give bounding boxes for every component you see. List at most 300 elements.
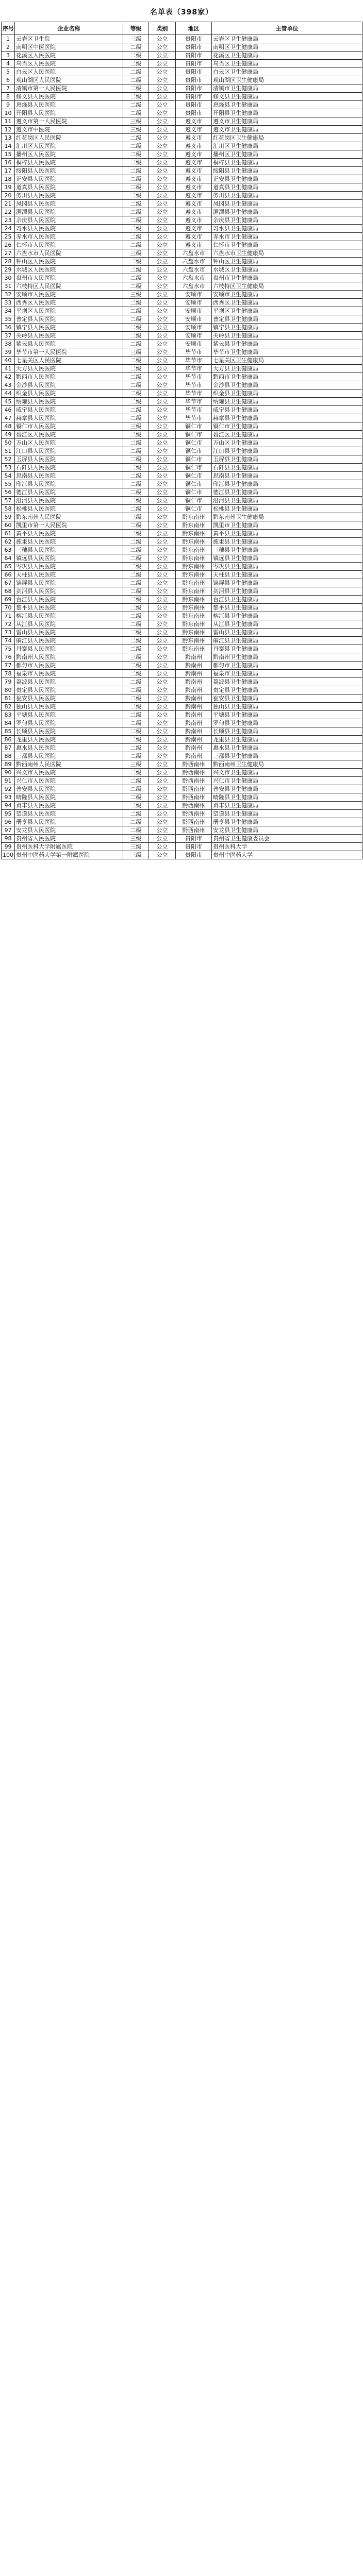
cell-level: 二级 [123, 373, 149, 381]
table-row [2, 711, 362, 719]
cell-org: 水城区卫生健康局 [212, 266, 362, 274]
cell-kind: 公立 [149, 340, 176, 348]
table-row [2, 810, 362, 818]
cell-name: 钟山区人民医院 [15, 258, 123, 266]
table-row [2, 513, 362, 521]
cell-level: 三级 [123, 117, 149, 126]
table-row [2, 307, 362, 315]
cell-name: 修文县人民医院 [15, 93, 123, 101]
cell-no: 36 [2, 324, 15, 332]
cell-level: 二级 [123, 596, 149, 604]
cell-area: 黔南州 [176, 719, 212, 727]
cell-name: 仁怀市人民医院 [15, 241, 123, 249]
table-row [2, 167, 362, 175]
header-kind: 类别 [149, 22, 176, 35]
cell-level: 二级 [123, 159, 149, 167]
cell-area: 六盘水市 [176, 274, 212, 282]
cell-area: 黔西南州 [176, 793, 212, 802]
cell-name: 织金县人民医院 [15, 389, 123, 398]
cell-kind: 公立 [149, 183, 176, 192]
cell-area: 铜仁市 [176, 464, 212, 472]
table-row [2, 249, 362, 258]
table-row [2, 348, 362, 357]
cell-level: 三级 [123, 851, 149, 859]
cell-org: 赤水市卫生健康局 [212, 233, 362, 241]
cell-org: 镇远县卫生健康局 [212, 554, 362, 563]
cell-area: 遵义市 [176, 126, 212, 134]
cell-kind: 公立 [149, 612, 176, 620]
cell-name: 六枝特区人民医院 [15, 282, 123, 291]
table-row [2, 488, 362, 497]
cell-no: 15 [2, 150, 15, 159]
table-row [2, 68, 362, 76]
cell-area: 黔东南州 [176, 612, 212, 620]
cell-kind: 公立 [149, 472, 176, 480]
table-row [2, 604, 362, 612]
cell-level: 三级 [123, 35, 149, 43]
cell-no: 13 [2, 134, 15, 142]
table-row [2, 719, 362, 727]
table-row [2, 422, 362, 431]
cell-level: 二级 [123, 629, 149, 637]
cell-no: 100 [2, 851, 15, 859]
cell-name: 望谟县人民医院 [15, 810, 123, 818]
cell-area: 贵阳市 [176, 84, 212, 93]
cell-area: 黔东南州 [176, 604, 212, 612]
table-row [2, 612, 362, 620]
cell-no: 74 [2, 637, 15, 645]
cell-no: 40 [2, 357, 15, 365]
cell-no: 96 [2, 818, 15, 826]
cell-level: 二级 [123, 694, 149, 703]
cell-level: 二级 [123, 431, 149, 439]
cell-org: 独山县卫生健康局 [212, 703, 362, 711]
cell-org: 锦屏县卫生健康局 [212, 579, 362, 587]
cell-area: 黔东南州 [176, 637, 212, 645]
table-row [2, 225, 362, 233]
cell-name: 平坝区人民医院 [15, 307, 123, 315]
cell-org: 台江县卫生健康局 [212, 596, 362, 604]
table-row [2, 802, 362, 810]
cell-name: 镇宁县人民医院 [15, 324, 123, 332]
cell-level: 二级 [123, 109, 149, 117]
cell-name: 施秉县人民医院 [15, 538, 123, 546]
cell-org: 纳雍县卫生健康局 [212, 398, 362, 406]
table-row [2, 282, 362, 291]
cell-no: 69 [2, 596, 15, 604]
cell-no: 32 [2, 291, 15, 299]
cell-kind: 公立 [149, 530, 176, 538]
cell-name: 黔南州人民医院 [15, 653, 123, 662]
cell-no: 20 [2, 192, 15, 200]
cell-area: 铜仁市 [176, 480, 212, 488]
cell-kind: 公立 [149, 126, 176, 134]
cell-level: 二级 [123, 637, 149, 645]
cell-name: 务川县人民医院 [15, 192, 123, 200]
cell-org: 赫章县卫生健康局 [212, 414, 362, 422]
cell-area: 安顺市 [176, 299, 212, 307]
cell-no: 65 [2, 563, 15, 571]
cell-kind: 公立 [149, 604, 176, 612]
cell-level: 二级 [123, 365, 149, 373]
cell-level: 二级 [123, 332, 149, 340]
cell-area: 黔东南州 [176, 538, 212, 546]
cell-no: 54 [2, 472, 15, 480]
cell-area: 贵阳市 [176, 52, 212, 60]
cell-no: 16 [2, 159, 15, 167]
cell-area: 六盘水市 [176, 266, 212, 274]
cell-kind: 公立 [149, 645, 176, 653]
cell-kind: 公立 [149, 694, 176, 703]
table-row [2, 43, 362, 52]
cell-name: 黔东南州人民医院 [15, 513, 123, 521]
table-row [2, 431, 362, 439]
cell-kind: 公立 [149, 447, 176, 455]
cell-level: 三级 [123, 126, 149, 134]
cell-no: 29 [2, 266, 15, 274]
cell-area: 安顺市 [176, 315, 212, 324]
cell-no: 46 [2, 406, 15, 414]
cell-level: 二级 [123, 571, 149, 579]
cell-area: 遵义市 [176, 233, 212, 241]
cell-org: 思南县卫生健康局 [212, 472, 362, 480]
cell-no: 18 [2, 175, 15, 183]
cell-level: 二级 [123, 802, 149, 810]
cell-area: 铜仁市 [176, 439, 212, 447]
cell-kind: 公立 [149, 142, 176, 150]
cell-area: 安顺市 [176, 291, 212, 299]
cell-no: 75 [2, 645, 15, 653]
cell-no: 90 [2, 769, 15, 777]
cell-no: 5 [2, 68, 15, 76]
cell-no: 2 [2, 43, 15, 52]
cell-area: 黔南州 [176, 686, 212, 694]
cell-org: 仁怀市卫生健康局 [212, 241, 362, 249]
cell-kind: 公立 [149, 793, 176, 802]
table-row [2, 324, 362, 332]
cell-no: 58 [2, 505, 15, 513]
cell-area: 安顺市 [176, 307, 212, 315]
cell-level: 二级 [123, 538, 149, 546]
cell-area: 黔东南州 [176, 530, 212, 538]
cell-level: 二级 [123, 52, 149, 60]
cell-kind: 公立 [149, 727, 176, 736]
cell-area: 黔东南州 [176, 629, 212, 637]
cell-level: 二级 [123, 711, 149, 719]
cell-kind: 公立 [149, 93, 176, 101]
cell-area: 遵义市 [176, 241, 212, 249]
cell-kind: 公立 [149, 752, 176, 760]
header-org: 主管单位 [212, 22, 362, 35]
cell-name: 南明区中医医院 [15, 43, 123, 52]
cell-kind: 公立 [149, 109, 176, 117]
cell-kind: 公立 [149, 274, 176, 282]
table-row [2, 777, 362, 785]
cell-level: 二级 [123, 579, 149, 587]
cell-area: 黔东南州 [176, 645, 212, 653]
cell-level: 二级 [123, 447, 149, 455]
cell-name: 贵定县人民医院 [15, 686, 123, 694]
cell-kind: 公立 [149, 208, 176, 216]
cell-org: 玉屏县卫生健康局 [212, 455, 362, 464]
cell-name: 黄平县人民医院 [15, 530, 123, 538]
cell-no: 8 [2, 93, 15, 101]
header-area: 地区 [176, 22, 212, 35]
table-row [2, 389, 362, 398]
header-no: 序号 [2, 22, 15, 35]
cell-level: 二级 [123, 563, 149, 571]
cell-area: 黔东南州 [176, 579, 212, 587]
table-row [2, 694, 362, 703]
cell-kind: 公立 [149, 414, 176, 422]
cell-no: 25 [2, 233, 15, 241]
cell-org: 修文县卫生健康局 [212, 93, 362, 101]
table-row [2, 365, 362, 373]
cell-name: 七星关区人民医院 [15, 357, 123, 365]
cell-name: 六盘水市人民医院 [15, 249, 123, 258]
cell-no: 49 [2, 431, 15, 439]
table-row [2, 769, 362, 777]
cell-no: 71 [2, 612, 15, 620]
cell-org: 从江县卫生健康局 [212, 620, 362, 629]
cell-no: 88 [2, 752, 15, 760]
table-row [2, 93, 362, 101]
cell-level: 三级 [123, 422, 149, 431]
table-row [2, 546, 362, 554]
cell-kind: 公立 [149, 488, 176, 497]
cell-name: 关岭县人民医院 [15, 332, 123, 340]
cell-area: 遵义市 [176, 159, 212, 167]
cell-level: 二级 [123, 455, 149, 464]
cell-kind: 公立 [149, 348, 176, 357]
cell-area: 黔西南州 [176, 777, 212, 785]
cell-level: 二级 [123, 414, 149, 422]
cell-area: 毕节市 [176, 398, 212, 406]
table-row [2, 835, 362, 843]
table-row [2, 373, 362, 381]
table-row [2, 315, 362, 324]
cell-area: 贵阳市 [176, 43, 212, 52]
table-row [2, 142, 362, 150]
cell-name: 紫云县人民医院 [15, 340, 123, 348]
cell-name: 贞丰县人民医院 [15, 802, 123, 810]
cell-level: 二级 [123, 101, 149, 109]
cell-no: 44 [2, 389, 15, 398]
cell-kind: 公立 [149, 678, 176, 686]
cell-kind: 公立 [149, 744, 176, 752]
cell-name: 纳雍县人民医院 [15, 398, 123, 406]
cell-area: 黔东南州 [176, 596, 212, 604]
cell-level: 二级 [123, 530, 149, 538]
cell-area: 遵义市 [176, 150, 212, 159]
cell-kind: 公立 [149, 357, 176, 365]
cell-name: 赤水市人民医院 [15, 233, 123, 241]
cell-org: 长顺县卫生健康局 [212, 727, 362, 736]
cell-org: 福泉市卫生健康局 [212, 670, 362, 678]
cell-org: 黔西市卫生健康局 [212, 373, 362, 381]
cell-level: 二级 [123, 258, 149, 266]
cell-org: 榕江县卫生健康局 [212, 612, 362, 620]
cell-name: 安顺市人民医院 [15, 291, 123, 299]
cell-area: 遵义市 [176, 225, 212, 233]
cell-no: 34 [2, 307, 15, 315]
cell-name: 从江县人民医院 [15, 620, 123, 629]
cell-org: 贵州医科大学 [212, 843, 362, 851]
table-row [2, 175, 362, 183]
cell-name: 盘州市人民医院 [15, 274, 123, 282]
cell-org: 望谟县卫生健康局 [212, 810, 362, 818]
cell-level: 二级 [123, 497, 149, 505]
cell-org: 乌当区卫生健康局 [212, 60, 362, 68]
cell-org: 钟山区卫生健康局 [212, 258, 362, 266]
cell-area: 遵义市 [176, 117, 212, 126]
table-row [2, 760, 362, 769]
cell-org: 南明区卫生健康局 [212, 43, 362, 52]
cell-level: 二级 [123, 612, 149, 620]
cell-area: 遵义市 [176, 200, 212, 208]
cell-level: 二级 [123, 521, 149, 530]
cell-area: 遵义市 [176, 216, 212, 225]
cell-name: 黔西南州人民医院 [15, 760, 123, 769]
cell-org: 盘州市卫生健康局 [212, 274, 362, 282]
cell-name: 平塘县人民医院 [15, 711, 123, 719]
cell-no: 1 [2, 35, 15, 43]
cell-level: 二级 [123, 381, 149, 389]
cell-level: 二级 [123, 216, 149, 225]
cell-level: 二级 [123, 142, 149, 150]
cell-org: 七星关区卫生健康局 [212, 357, 362, 365]
table-row [2, 645, 362, 653]
cell-org: 黔东南州卫生健康局 [212, 513, 362, 521]
cell-area: 贵阳市 [176, 76, 212, 84]
cell-org: 兴仁市卫生健康局 [212, 777, 362, 785]
table-row [2, 233, 362, 241]
cell-org: 兴义市卫生健康局 [212, 769, 362, 777]
cell-level: 三级 [123, 843, 149, 851]
cell-no: 56 [2, 488, 15, 497]
cell-kind: 公立 [149, 389, 176, 398]
cell-org: 六盘水市卫生健康局 [212, 249, 362, 258]
cell-kind: 公立 [149, 455, 176, 464]
cell-kind: 公立 [149, 52, 176, 60]
table-row [2, 150, 362, 159]
cell-level: 二级 [123, 488, 149, 497]
cell-area: 黔南州 [176, 678, 212, 686]
cell-level: 二级 [123, 93, 149, 101]
cell-name: 天柱县人民医院 [15, 571, 123, 579]
cell-area: 铜仁市 [176, 422, 212, 431]
cell-org: 清镇市卫生健康局 [212, 84, 362, 93]
table-row [2, 117, 362, 126]
cell-org: 龙里县卫生健康局 [212, 736, 362, 744]
cell-kind: 公立 [149, 68, 176, 76]
cell-org: 西秀区卫生健康局 [212, 299, 362, 307]
cell-level: 二级 [123, 299, 149, 307]
cell-name: 锦屏县人民医院 [15, 579, 123, 587]
cell-org: 紫云县卫生健康局 [212, 340, 362, 348]
cell-name: 兴义市人民医院 [15, 769, 123, 777]
cell-name: 长顺县人民医院 [15, 727, 123, 736]
cell-org: 三穗县卫生健康局 [212, 546, 362, 554]
cell-name: 麻江县人民医院 [15, 637, 123, 645]
cell-name: 岑巩县人民医院 [15, 563, 123, 571]
cell-name: 绥阳县人民医院 [15, 167, 123, 175]
table-row [2, 52, 362, 60]
table-row [2, 538, 362, 546]
cell-kind: 公立 [149, 810, 176, 818]
cell-level: 二级 [123, 480, 149, 488]
cell-name: 独山县人民医院 [15, 703, 123, 711]
cell-area: 贵阳市 [176, 35, 212, 43]
cell-no: 63 [2, 546, 15, 554]
table-row [2, 785, 362, 793]
cell-area: 黔西南州 [176, 818, 212, 826]
cell-area: 铜仁市 [176, 488, 212, 497]
cell-kind: 公立 [149, 538, 176, 546]
table-row [2, 530, 362, 538]
cell-area: 毕节市 [176, 348, 212, 357]
cell-name: 赫章县人民医院 [15, 414, 123, 422]
cell-area: 黔西南州 [176, 826, 212, 835]
cell-org: 江口县卫生健康局 [212, 447, 362, 455]
cell-org: 红花岗区卫生健康局 [212, 134, 362, 142]
cell-name: 荔波县人民医院 [15, 678, 123, 686]
cell-level: 二级 [123, 777, 149, 785]
cell-org: 播州区卫生健康局 [212, 150, 362, 159]
cell-name: 松桃县人民医院 [15, 505, 123, 513]
cell-no: 68 [2, 587, 15, 596]
cell-no: 78 [2, 670, 15, 678]
cell-level: 二级 [123, 546, 149, 554]
cell-level: 二级 [123, 752, 149, 760]
cell-org: 务川县卫生健康局 [212, 192, 362, 200]
cell-org: 开阳县卫生健康局 [212, 109, 362, 117]
cell-level: 二级 [123, 274, 149, 282]
cell-level: 二级 [123, 76, 149, 84]
table-row [2, 505, 362, 513]
cell-area: 遵义市 [176, 208, 212, 216]
cell-no: 38 [2, 340, 15, 348]
cell-no: 43 [2, 381, 15, 389]
cell-no: 59 [2, 513, 15, 521]
cell-kind: 公立 [149, 233, 176, 241]
cell-org: 凯里市卫生健康局 [212, 521, 362, 530]
cell-org: 贵州省卫生健康委员会 [212, 835, 362, 843]
cell-level: 二级 [123, 505, 149, 513]
cell-name: 贵州医科大学附属医院 [15, 843, 123, 851]
cell-kind: 公立 [149, 818, 176, 826]
cell-no: 4 [2, 60, 15, 68]
cell-no: 98 [2, 835, 15, 843]
cell-level: 二级 [123, 389, 149, 398]
cell-kind: 公立 [149, 249, 176, 258]
cell-no: 28 [2, 258, 15, 266]
cell-name: 金沙县人民医院 [15, 381, 123, 389]
cell-org: 黔西南州卫生健康局 [212, 760, 362, 769]
cell-name: 德江县人民医院 [15, 488, 123, 497]
cell-name: 安龙县人民医院 [15, 826, 123, 835]
cell-name: 普安县人民医院 [15, 785, 123, 793]
cell-org: 剑河县卫生健康局 [212, 587, 362, 596]
cell-kind: 公立 [149, 480, 176, 488]
cell-kind: 公立 [149, 307, 176, 315]
table-row [2, 620, 362, 629]
cell-level: 二级 [123, 727, 149, 736]
cell-no: 37 [2, 332, 15, 340]
table-row [2, 497, 362, 505]
cell-level: 二级 [123, 439, 149, 447]
cell-area: 贵阳市 [176, 93, 212, 101]
